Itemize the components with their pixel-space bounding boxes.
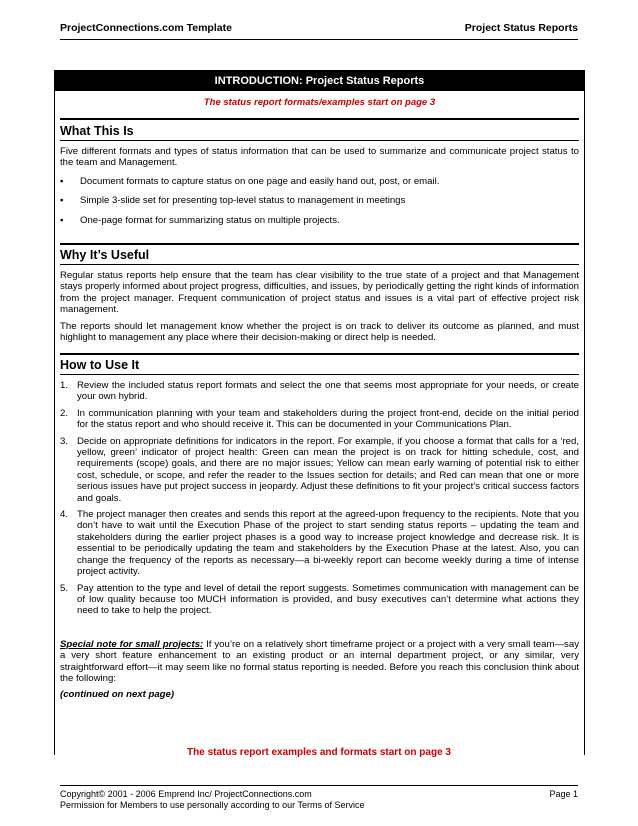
how-underline (60, 374, 579, 375)
why-title: Why It’s Useful (60, 248, 150, 262)
content-frame (54, 70, 585, 755)
footer-copyright: Copyright© 2001 - 2006 Emprend Inc/ ProjectConnections.com (60, 789, 312, 799)
top-note: The status report formats/examples start on page 3 (203, 97, 436, 108)
special-note-label: Special note for small projects: (60, 638, 204, 650)
what-bullet: ▪ Simple 3-slide set for presenting top-level status to management in meetings (60, 195, 406, 207)
special-note (60, 639, 579, 685)
page-number: Page 1 (549, 789, 578, 799)
footer-rule (60, 785, 578, 786)
what-bullet: ▪ One-page format for summarizing status on multiple projects. (60, 214, 340, 226)
what-rule (60, 118, 579, 120)
how-rule (60, 353, 579, 355)
how-item: 3. Decide on appropriate definitions for indicators in the report. For example, if you choose a format that calls for a ‘red, yellow, green’ indicator of project health: Green can mean the project is on track for hitting schedule, cost, and requirements (scope) goals, and there are no major issues; Yellow can mean early warning of potential risk to either cost, schedule, or scope, and refer the reader to the Issues section for details; and Red can mean that one or more serious issues have put project success in jeopardy. Adjust these definitions to fit your project’s critical success factors and goals. (60, 435, 579, 504)
what-bullet: ▪ Document formats to capture status on one page and easily hand out, post, or email. (60, 175, 440, 187)
header-rule (60, 39, 578, 40)
header-left: ProjectConnections.com Template (60, 22, 232, 34)
how-item: 2. In communication planning with your team and stakeholders during the project front-end, decide on the initial period for the status report and who should receive it. This can be documented in your Communications Plan. (60, 407, 579, 431)
what-underline (60, 140, 579, 141)
what-intro: Five different formats and types of status information that can be used to summarize and communicate project status to the team and Management. (60, 146, 579, 169)
what-title: What This Is (60, 124, 134, 138)
header-right: Project Status Reports (464, 22, 578, 34)
how-title: How to Use It (60, 358, 140, 372)
why-underline (60, 264, 579, 265)
special-note-text: If you’re on a relatively short timeframe project or a project with a very small team—say a very short feature enhancement to an existing product or an internal department project, or any similar, very straightforward effort—it may seem like no formal status reporting is needed. Before you reach this conclusion think about the following: (60, 638, 579, 684)
footer-permission: Permission for Members to use personally according to our Terms of Service (60, 800, 365, 810)
why-p1: Regular status reports help ensure that the team has clear visibility to the true state of a project and that Management stays properly informed about project progress, difficulties, and issues, by periodically getting the right kinds of information from the project manager. Frequent communication of project status and issues is a vital part of effective project risk management. (60, 270, 579, 316)
intro-banner: INTRODUCTION: Project Status Reports (55, 71, 584, 91)
why-p2: The reports should let management know whether the project is on track to deliver its outcome as planned, and must highlight to management any place where their decision-making or direct help is needed. (60, 320, 579, 344)
continued-note: (continued on next page) (60, 689, 175, 701)
page-footer (60, 789, 578, 811)
why-rule (60, 243, 579, 245)
how-item: 5. Pay attention to the type and level of detail the report suggests. Sometimes communication with management can be of low quality because too MUCH information is provided, and busy executives can’t determine what actions they need to take to help the project. (60, 582, 579, 617)
how-item: 1. Review the included status report formats and select the one that seems most appropriate for your needs, or create your own hybrid. (60, 380, 579, 403)
how-item: 4. The project manager then creates and sends this report at the agreed-upon frequency to the recipients. Note that you don’t have to wait until the Execution Phase of the project to start sending status reports – updating the team and stakeholders during the earlier project phases is a good way to increase project knowledge and decrease risk. It is essential to be periodically updating the team and stakeholders by the Execution Phase at the latest. Also, you can change the frequency of the reports as necessary—a bi-weekly report can become weekly during a time of intense project activity. (60, 509, 579, 578)
page-header (60, 22, 578, 34)
bottom-note: The status report examples and formats start on page 3 (187, 747, 451, 758)
